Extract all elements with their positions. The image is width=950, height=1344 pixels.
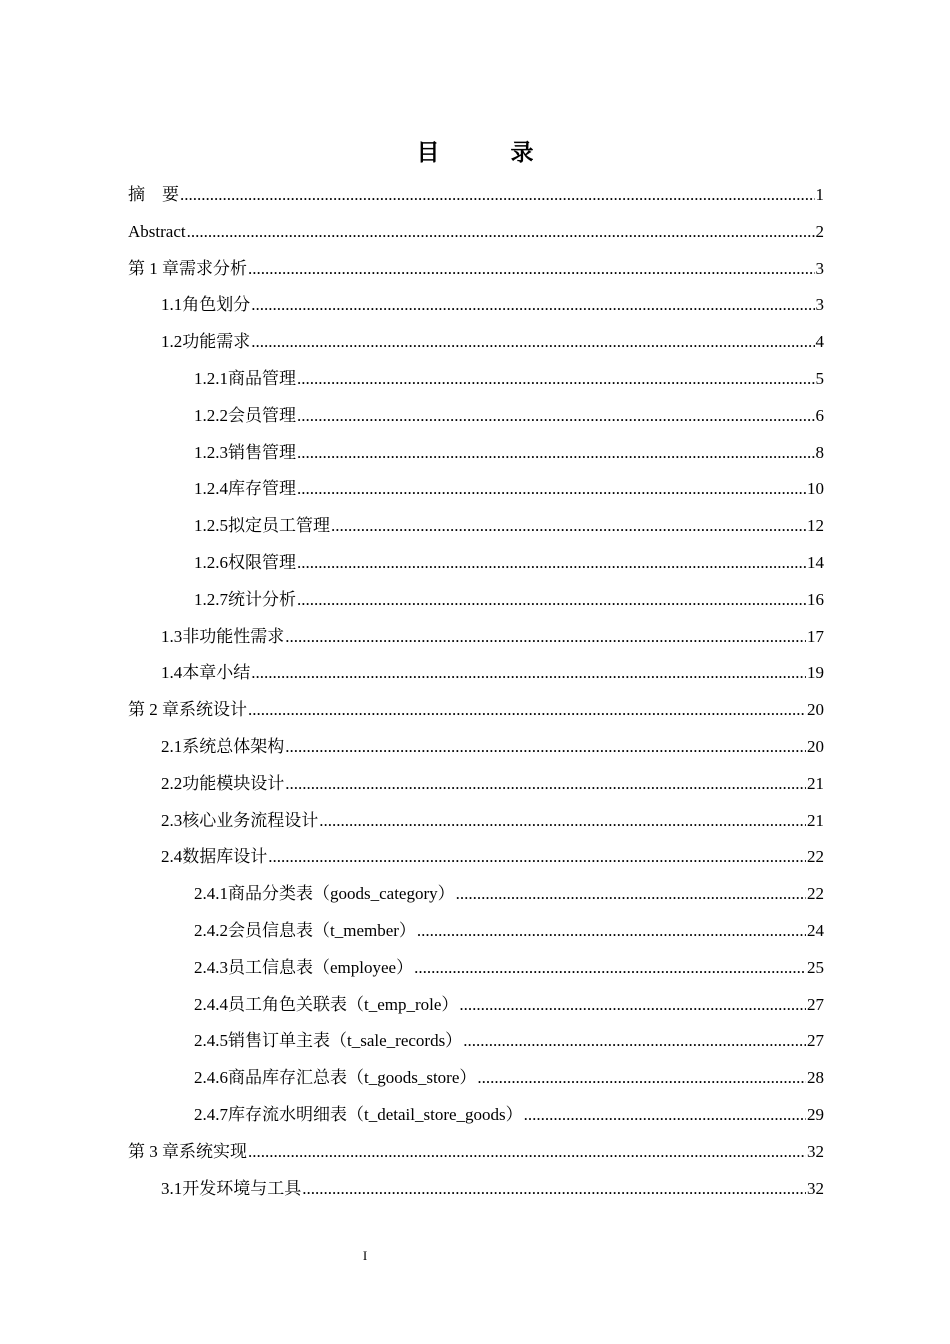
toc-entry-number: 2.4.3 (194, 957, 228, 977)
toc-entry-number: 1.2.5 (194, 516, 228, 536)
toc-entry-title: 系统总体架构 (182, 736, 285, 756)
toc-entry-page: 14 (807, 552, 824, 572)
toc-entry[interactable] (128, 1171, 824, 1208)
toc-entry[interactable] (128, 1097, 824, 1134)
toc-entry[interactable] (128, 1023, 824, 1060)
toc-entry-page: 5 (815, 368, 824, 388)
toc-entry-page: 20 (807, 700, 824, 720)
toc-entry-page: 8 (815, 442, 824, 462)
toc-entry-number: 第 3 章 (128, 1141, 179, 1161)
toc-entry-page: 4 (815, 332, 824, 352)
toc-entry[interactable] (128, 913, 824, 950)
toc-entry-page: 32 (807, 1141, 824, 1161)
toc-entry-page: 29 (807, 1104, 824, 1124)
toc-entry-page: 32 (807, 1178, 824, 1198)
toc-entry-title: 员工角色关联表（t_emp_role） (228, 994, 459, 1014)
toc-entry-page: 22 (807, 884, 824, 904)
toc-entry-number: 2.4.4 (194, 994, 228, 1014)
toc-entry-number: 2.2 (161, 773, 183, 793)
toc-entry-page: 16 (807, 589, 824, 609)
toc-dot-leader (297, 545, 806, 582)
toc-dot-leader (187, 214, 815, 251)
toc-entry-number: 1.4 (161, 663, 183, 683)
toc-entry[interactable] (128, 655, 824, 692)
toc-entry-page: 19 (807, 663, 824, 683)
toc-entry-title: 商品管理 (228, 368, 296, 388)
toc-dot-leader (463, 1023, 806, 1060)
toc-entry-page: 25 (807, 957, 824, 977)
toc-entry[interactable] (128, 287, 824, 324)
toc-title: 目 录 (416, 140, 558, 165)
toc-entry-title: 非功能性需求 (182, 626, 285, 646)
toc-entry[interactable] (128, 177, 824, 214)
toc-entry-title: 库存管理 (228, 479, 296, 499)
toc-entry[interactable] (128, 987, 824, 1024)
toc-entry[interactable] (128, 214, 824, 251)
toc-entry-page: 27 (807, 1031, 824, 1051)
toc-entry-number: 1.2.7 (194, 589, 228, 609)
toc-entry-page: 2 (815, 221, 824, 241)
toc-entry-page: 12 (807, 516, 824, 536)
toc-entry-title: 销售管理 (228, 442, 296, 462)
toc-dot-leader (297, 582, 806, 619)
toc-entry-page: 10 (807, 479, 824, 499)
toc-entry-title: 摘 要 (128, 185, 179, 204)
toc-dot-leader (524, 1097, 806, 1134)
toc-entry-number: 2.1 (161, 736, 183, 756)
toc-dot-leader (319, 803, 806, 840)
toc-dot-leader (248, 251, 815, 288)
toc-entry-page: 1 (815, 185, 824, 204)
toc-dot-leader (297, 361, 815, 398)
toc-entry-title: 库存流水明细表（t_detail_store_goods） (228, 1104, 523, 1124)
toc-entry-page: 3 (815, 295, 824, 315)
toc-dot-leader (285, 619, 806, 656)
toc-entry[interactable] (128, 619, 824, 656)
toc-entry-title: 本章小结 (182, 663, 251, 683)
toc-entry-page: 24 (807, 920, 824, 940)
toc-entry[interactable] (128, 1134, 824, 1171)
toc-dot-leader (331, 508, 806, 545)
toc-entry[interactable] (128, 324, 824, 361)
toc-entry-title: 会员信息表（t_member） (228, 920, 416, 940)
toc-entry-title: 功能需求 (182, 332, 251, 352)
toc-entry-page: 27 (807, 994, 824, 1014)
toc-entry-title: 员工信息表（employee） (228, 957, 414, 977)
toc-dot-leader (285, 766, 806, 803)
toc-entry[interactable] (128, 545, 824, 582)
toc-entry-number: 第 1 章 (128, 258, 179, 278)
toc-dot-leader (297, 435, 815, 472)
toc-entry[interactable] (128, 803, 824, 840)
toc-entry-title: 需求分析 (179, 258, 247, 278)
toc-entry-number: 1.1 (161, 295, 183, 315)
toc-entry[interactable] (128, 1060, 824, 1097)
toc-entry-number: 2.4.6 (194, 1068, 228, 1088)
toc-entry[interactable] (128, 692, 824, 729)
toc-entry-number: 2.3 (161, 810, 183, 830)
toc-dot-leader (251, 287, 814, 324)
toc-entry-page: 21 (807, 810, 824, 830)
toc-dot-leader (285, 729, 806, 766)
toc-entry-title: 会员管理 (228, 405, 296, 425)
toc-entry-title: 数据库设计 (182, 847, 268, 867)
toc-entry[interactable] (128, 876, 824, 913)
toc-dot-leader (302, 1171, 806, 1208)
toc-entry-title: Abstract (128, 221, 186, 241)
toc-entry-title: 核心业务流程设计 (182, 810, 319, 830)
toc-entry-title: 开发环境与工具 (182, 1178, 302, 1198)
toc-entry-number: 3.1 (161, 1178, 183, 1198)
toc-entry-title: 系统设计 (179, 700, 247, 720)
toc-entry[interactable] (128, 582, 824, 619)
toc-dot-leader (417, 913, 806, 950)
page-number: I (362, 1248, 368, 1263)
toc-entry-number: 1.2 (161, 332, 183, 352)
toc-dot-leader (459, 987, 806, 1024)
toc-entry-number: 1.2.1 (194, 368, 228, 388)
toc-entry-page: 6 (815, 405, 824, 425)
toc-entry[interactable] (128, 435, 824, 472)
table-of-contents (128, 177, 824, 1207)
toc-entry-page: 22 (807, 847, 824, 867)
toc-entry-number: 2.4 (161, 847, 183, 867)
toc-entry-number: 1.2.2 (194, 405, 228, 425)
toc-entry-title: 功能模块设计 (182, 773, 285, 793)
toc-entry-number: 2.4.5 (194, 1031, 228, 1051)
toc-dot-leader (297, 398, 815, 435)
toc-dot-leader (248, 692, 806, 729)
toc-dot-leader (251, 324, 814, 361)
toc-entry[interactable] (128, 398, 824, 435)
toc-entry[interactable] (128, 508, 824, 545)
toc-dot-leader (248, 1134, 806, 1171)
toc-entry-page: 21 (807, 773, 824, 793)
toc-entry-title: 商品库存汇总表（t_goods_store） (228, 1068, 477, 1088)
toc-entry-page: 28 (807, 1068, 824, 1088)
toc-dot-leader (180, 177, 815, 214)
toc-entry[interactable] (128, 471, 824, 508)
toc-entry-title: 商品分类表（goods_category） (228, 884, 455, 904)
toc-entry-number: 1.2.3 (194, 442, 228, 462)
toc-entry-title: 统计分析 (228, 589, 296, 609)
toc-entry-title: 系统实现 (179, 1141, 247, 1161)
toc-entry-page: 20 (807, 736, 824, 756)
toc-entry-number: 第 2 章 (128, 700, 179, 720)
toc-entry[interactable] (128, 766, 824, 803)
toc-entry-page: 3 (815, 258, 824, 278)
toc-entry-number: 2.4.2 (194, 920, 228, 940)
toc-entry[interactable] (128, 361, 824, 398)
toc-entry-number: 1.2.4 (194, 479, 228, 499)
toc-dot-leader (251, 655, 806, 692)
toc-entry-title: 角色划分 (182, 295, 251, 315)
toc-dot-leader (268, 839, 806, 876)
toc-entry[interactable] (128, 729, 824, 766)
toc-entry[interactable] (128, 950, 824, 987)
toc-entry-number: 1.3 (161, 626, 183, 646)
toc-dot-leader (297, 471, 806, 508)
toc-entry[interactable] (128, 251, 824, 288)
toc-entry-number: 2.4.1 (194, 884, 228, 904)
toc-entry-number: 2.4.7 (194, 1104, 228, 1124)
toc-entry[interactable] (128, 839, 824, 876)
toc-entry-title: 权限管理 (228, 552, 296, 572)
toc-entry-title: 拟定员工管理 (228, 516, 330, 536)
toc-entry-title: 销售订单主表（t_sale_records） (228, 1031, 463, 1051)
toc-dot-leader (414, 950, 806, 987)
toc-dot-leader (456, 876, 806, 913)
toc-entry-number: 1.2.6 (194, 552, 228, 572)
toc-dot-leader (477, 1060, 806, 1097)
toc-entry-page: 17 (807, 626, 824, 646)
